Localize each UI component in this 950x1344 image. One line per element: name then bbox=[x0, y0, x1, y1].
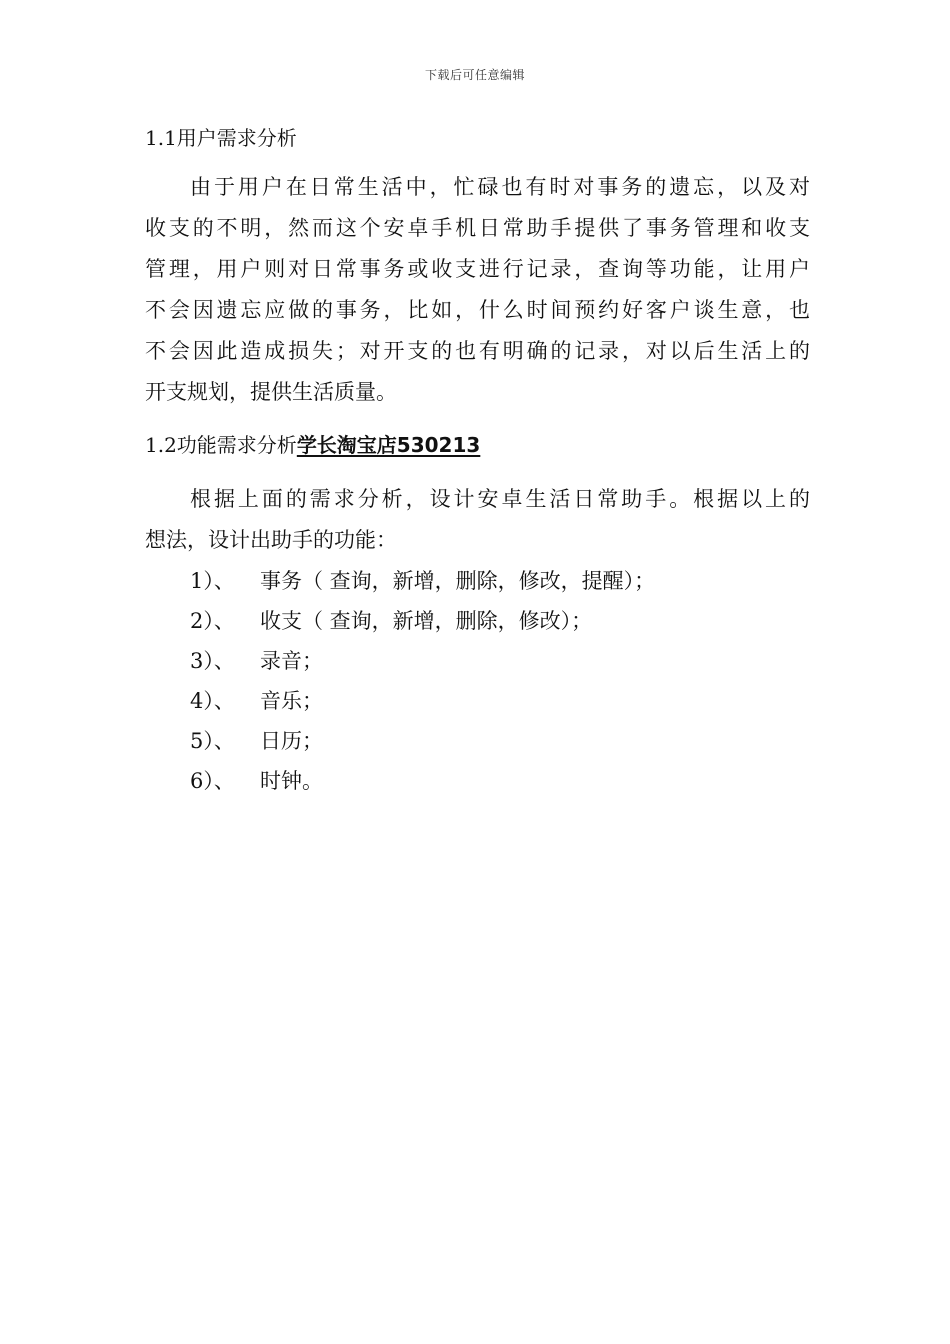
list-item-text: 时钟。 bbox=[260, 769, 323, 793]
paragraph-line: 不会因此造成损失；对开支的也有明确的记录，对以后生活上的 bbox=[145, 339, 810, 363]
section-heading-function-requirements bbox=[145, 425, 810, 465]
list-item-number: 2）、 bbox=[190, 609, 235, 633]
paragraph-line: 管理，用户则对日常事务或收支进行记录，查询等功能，让用户 bbox=[145, 257, 810, 281]
page-header: 下载后可任意编辑 bbox=[424, 68, 525, 82]
list-item bbox=[190, 641, 810, 681]
list-item bbox=[190, 561, 810, 601]
section-heading-text: 1.1用户需求分析 bbox=[145, 126, 297, 150]
paragraph-user-requirements bbox=[145, 167, 810, 413]
list-item-number: 6）、 bbox=[190, 769, 235, 793]
paragraph-line: 收支的不明，然而这个安卓手机日常助手提供了事务管理和收支 bbox=[145, 216, 810, 240]
list-item-text: 录音； bbox=[260, 649, 323, 673]
paragraph-function-requirements bbox=[145, 479, 810, 561]
document-body bbox=[145, 118, 810, 801]
section-heading-text: 1.2功能需求分析 bbox=[145, 433, 297, 457]
list-item-text: 事务（ 查询，新增，删除，修改，提醒）； bbox=[260, 569, 656, 593]
list-item bbox=[190, 681, 810, 721]
section-heading-user-requirements bbox=[145, 118, 810, 158]
list-item bbox=[190, 761, 810, 801]
list-item-number: 5）、 bbox=[190, 729, 235, 753]
paragraph-line: 由于用户在日常生活中，忙碌也有时对事务的遗忘，以及对 bbox=[190, 175, 810, 199]
paragraph-line: 想法，设计出助手的功能： bbox=[145, 528, 397, 552]
promo-link[interactable]: 学长淘宝店530213 bbox=[296, 433, 481, 457]
paragraph-line: 开支规划，提供生活质量。 bbox=[145, 380, 397, 404]
list-item-text: 收支（ 查询，新增，删除，修改）； bbox=[260, 609, 593, 633]
list-item bbox=[190, 601, 810, 641]
list-item-text: 日历； bbox=[260, 729, 323, 753]
list-item-number: 1）、 bbox=[190, 569, 235, 593]
list-item-number: 3）、 bbox=[190, 649, 235, 673]
paragraph-line: 根据上面的需求分析，设计安卓生活日常助手。根据以上的 bbox=[190, 487, 810, 511]
feature-list bbox=[145, 561, 810, 801]
paragraph-line: 不会因遗忘应做的事务，比如，什么时间预约好客户谈生意，也 bbox=[145, 298, 810, 322]
list-item bbox=[190, 721, 810, 761]
list-item-number: 4）、 bbox=[190, 689, 235, 713]
list-item-text: 音乐； bbox=[260, 689, 323, 713]
